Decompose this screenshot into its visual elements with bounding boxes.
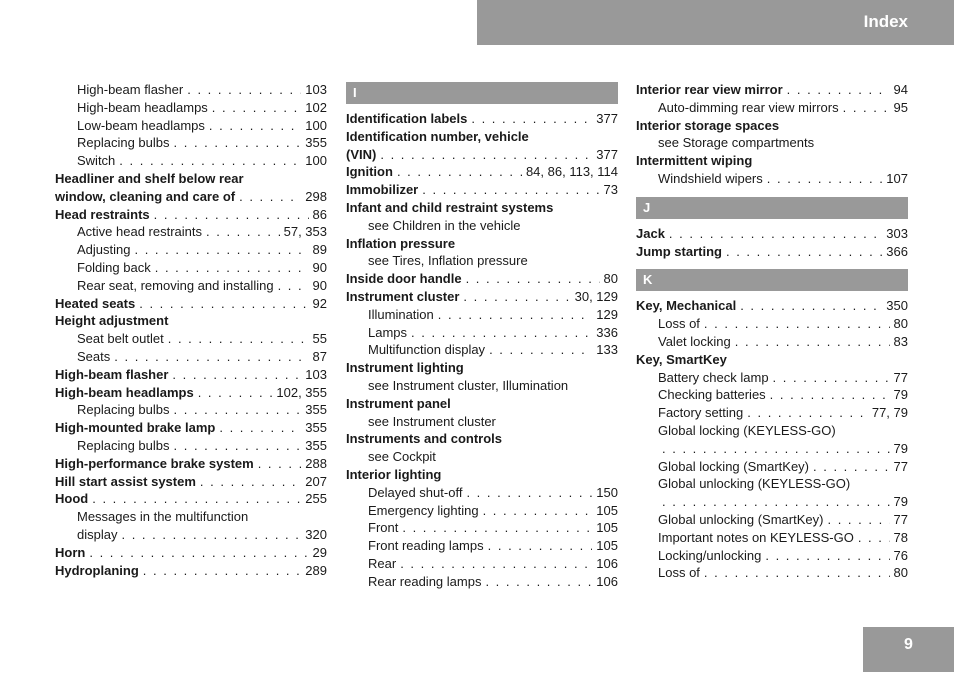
entry-term: Instrument panel <box>346 395 451 411</box>
entry-term: Key, Mechanical <box>636 298 737 314</box>
entry-term: Global locking (KEYLESS-GO) <box>658 422 836 438</box>
section-letter-header: I <box>346 82 618 104</box>
dot-leader <box>827 511 889 529</box>
index-entry <box>636 81 908 99</box>
dot-leader <box>397 163 522 181</box>
entry-term: Instrument cluster <box>346 288 460 304</box>
dot-leader <box>485 573 592 591</box>
page-reference: 76 <box>893 547 908 563</box>
page-reference: 377 <box>596 111 618 126</box>
dot-leader <box>187 81 301 99</box>
page-reference: 77 <box>893 458 908 474</box>
dot-leader <box>843 99 890 117</box>
header-bar <box>477 0 954 45</box>
entry-term: Inflation pressure <box>346 235 456 251</box>
entry-term: Global unlocking (SmartKey) <box>658 511 824 527</box>
entry-term: Ignition <box>346 164 393 180</box>
index-subentry <box>636 529 908 547</box>
index-column-2 <box>346 81 618 591</box>
entry-term: Replacing bulbs <box>77 402 170 418</box>
page-reference: 92 <box>312 295 327 311</box>
dot-leader <box>174 437 302 455</box>
entry-term: Heated seats <box>55 295 136 311</box>
entry-term: see Instrument cluster, Illumination <box>368 377 569 393</box>
entry-term: Seat belt outlet <box>77 331 164 347</box>
index-subentry <box>636 475 908 493</box>
dot-leader <box>121 526 301 544</box>
index-entry <box>346 235 618 253</box>
page-reference: 355 <box>305 135 327 151</box>
index-subentry <box>346 519 618 537</box>
entry-term: Auto-dimming rear view mirrors <box>658 99 839 115</box>
entry-term: High-mounted brake lamp <box>55 420 216 436</box>
dot-leader <box>463 288 570 306</box>
index-entry <box>346 430 618 448</box>
page-title: Index <box>863 12 908 31</box>
index-entry <box>346 466 618 484</box>
dot-leader <box>114 348 308 366</box>
index-entry <box>346 270 618 288</box>
page-reference: 106 <box>596 573 618 589</box>
index-entry <box>346 128 618 146</box>
entry-term: Windshield wipers <box>658 170 763 186</box>
page-reference: 150 <box>596 484 618 500</box>
dot-leader <box>662 440 890 458</box>
entry-term: High-beam flasher <box>77 82 184 97</box>
dot-leader <box>471 110 592 128</box>
entry-term: Seats <box>77 348 111 364</box>
dot-leader <box>174 401 302 419</box>
entry-term: see Instrument cluster <box>368 413 496 429</box>
page-reference: 303 <box>886 225 908 241</box>
entry-term: Important notes on KEYLESS-GO <box>658 529 854 545</box>
index-subentry <box>55 99 327 117</box>
index-entry <box>55 206 327 224</box>
index-entry <box>55 366 327 384</box>
entry-term: High-performance brake system <box>55 455 254 471</box>
index-subentry <box>346 555 618 573</box>
index-subentry <box>346 252 618 270</box>
index-subentry <box>55 508 327 526</box>
dot-leader <box>172 366 301 384</box>
dot-leader <box>168 330 309 348</box>
page-reference: 87 <box>312 348 327 364</box>
entry-term: Front reading lamps <box>368 538 484 554</box>
entry-term: Hood <box>55 491 89 507</box>
index-subentry <box>55 348 327 366</box>
page-reference: 78 <box>893 529 908 545</box>
dot-leader <box>92 490 301 508</box>
dot-leader <box>239 188 301 206</box>
dot-leader <box>206 223 280 241</box>
entry-term: Hill start assist system <box>55 473 196 489</box>
index-subentry <box>346 413 618 431</box>
index-subentry <box>346 484 618 502</box>
entry-term: Low-beam headlamps <box>77 117 205 133</box>
entry-term: Adjusting <box>77 242 131 258</box>
index-entry <box>346 288 618 306</box>
page-reference: 103 <box>305 82 327 97</box>
index-subentry <box>55 330 327 348</box>
dot-leader <box>787 81 890 99</box>
dot-leader <box>770 386 890 404</box>
index-entry <box>55 490 327 508</box>
entry-term: Jack <box>636 225 665 241</box>
page-reference: 377 <box>596 146 618 162</box>
dot-leader <box>198 384 273 402</box>
page-reference: 298 <box>305 188 327 204</box>
index-subentry <box>636 422 908 440</box>
dot-leader <box>209 117 301 135</box>
index-entry <box>346 110 618 128</box>
index-entry <box>346 359 618 377</box>
page-reference: 355 <box>305 437 327 453</box>
entry-term: High-beam flasher <box>55 366 169 382</box>
entry-term: Global unlocking (KEYLESS-GO) <box>658 476 851 492</box>
entry-term: Global locking (SmartKey) <box>658 458 809 474</box>
dot-leader <box>400 555 592 573</box>
dot-leader <box>858 529 890 547</box>
index-subentry <box>636 564 908 582</box>
entry-term: Rear seat, removing and installing <box>77 277 274 293</box>
entry-term: Folding back <box>77 259 151 275</box>
index-subentry <box>346 448 618 466</box>
index-subentry <box>636 386 908 404</box>
index-entry <box>55 562 327 580</box>
entry-term: see Storage compartments <box>658 135 815 151</box>
dot-leader <box>143 562 302 580</box>
page-reference: 80 <box>603 271 618 287</box>
entry-term: Lamps <box>368 324 408 340</box>
index-subentry <box>636 493 908 511</box>
entry-term: Factory setting <box>658 405 744 421</box>
page-reference: 105 <box>596 520 618 536</box>
page-reference: 73 <box>603 182 618 198</box>
page-reference: 90 <box>312 277 327 293</box>
index-subentry <box>346 324 618 342</box>
dot-leader <box>669 225 882 243</box>
entry-term: Messages in the multifunction <box>77 509 249 525</box>
entry-term: Height adjustment <box>55 313 169 329</box>
entry-term: High-beam headlamps <box>55 384 194 400</box>
dot-leader <box>765 547 889 565</box>
page-reference: 77 <box>893 369 908 385</box>
index-subentry <box>55 259 327 277</box>
entry-term: Battery check lamp <box>658 369 769 385</box>
index-entry <box>55 384 327 402</box>
page-reference: 77, 79 <box>871 405 908 421</box>
index-subentry <box>636 440 908 458</box>
page-reference: 100 <box>305 117 327 133</box>
entry-term: see Cockpit <box>368 449 436 465</box>
index-subentry <box>636 333 908 351</box>
entry-term: High-beam headlamps <box>77 99 208 115</box>
entry-term: Front <box>368 520 399 536</box>
entry-term: Head restraints <box>55 206 150 222</box>
index-subentry <box>346 537 618 555</box>
index-subentry <box>55 401 327 419</box>
page-reference: 366 <box>886 243 908 259</box>
index-subentry <box>346 573 618 591</box>
dot-leader <box>380 146 592 164</box>
entry-term: Rear reading lamps <box>368 573 482 589</box>
dot-leader <box>154 206 309 224</box>
dot-leader <box>411 324 592 342</box>
section-letter-header: K <box>636 269 908 291</box>
index-subentry <box>55 152 327 170</box>
index-entry <box>346 163 618 181</box>
index-subentry <box>636 547 908 565</box>
index-entry <box>346 199 618 217</box>
page-reference: 79 <box>893 440 908 456</box>
entry-term: see Children in the vehicle <box>368 217 521 233</box>
index-subentry <box>346 341 618 359</box>
index-subentry <box>55 526 327 544</box>
index-entry <box>346 146 618 164</box>
page-reference: 255 <box>305 491 327 507</box>
index-subentry <box>55 117 327 135</box>
entry-term: Rear <box>368 555 397 571</box>
index-subentry <box>636 99 908 117</box>
page-reference: 288 <box>305 455 327 471</box>
index-entry <box>636 243 908 261</box>
entry-term: Instrument lighting <box>346 360 464 376</box>
entry-term: Hydroplaning <box>55 562 139 578</box>
dot-leader <box>747 404 868 422</box>
dot-leader <box>726 243 882 261</box>
page-reference: 320 <box>305 526 327 542</box>
entry-term: Loss of <box>658 565 700 581</box>
index-entry <box>346 181 618 199</box>
entry-term: Checking batteries <box>658 387 766 403</box>
index-subentry <box>636 170 908 188</box>
index-column-1 <box>55 81 327 579</box>
entry-term: window, cleaning and care of <box>55 188 236 204</box>
index-entry <box>55 312 327 330</box>
page-reference: 83 <box>893 333 908 349</box>
dot-leader <box>139 295 308 313</box>
dot-leader <box>200 473 301 491</box>
dot-leader <box>704 564 890 582</box>
index-entry <box>346 395 618 413</box>
index-subentry <box>636 134 908 152</box>
entry-term: Interior rear view mirror <box>636 82 783 97</box>
entry-term: Infant and child restraint systems <box>346 199 554 215</box>
page-reference: 129 <box>596 306 618 322</box>
index-subentry <box>636 369 908 387</box>
page-reference: 350 <box>886 298 908 314</box>
page-reference: 84, 86, 113, 114 <box>525 164 618 180</box>
dot-leader <box>489 341 592 359</box>
dot-leader <box>740 297 882 315</box>
page-reference: 89 <box>312 242 327 258</box>
page-reference: 133 <box>596 342 618 358</box>
page-reference: 100 <box>305 153 327 169</box>
page-reference: 79 <box>893 387 908 403</box>
index-subentry <box>636 511 908 529</box>
entry-term: Horn <box>55 544 86 560</box>
page-reference: 105 <box>596 502 618 518</box>
entry-term: Intermittent wiping <box>636 153 753 169</box>
entry-term: Replacing bulbs <box>77 135 170 151</box>
page-reference: 80 <box>893 316 908 332</box>
page-number: 9 <box>904 636 913 653</box>
index-subentry <box>55 437 327 455</box>
dot-leader <box>219 419 301 437</box>
index-entry <box>55 473 327 491</box>
entry-term: Immobilizer <box>346 182 419 198</box>
dot-leader <box>174 134 302 152</box>
index-entry <box>55 170 327 188</box>
page-reference: 289 <box>305 562 327 578</box>
index-subentry <box>55 277 327 295</box>
page-reference: 102, 355 <box>276 384 327 400</box>
index-subentry <box>55 134 327 152</box>
dot-leader <box>422 181 599 199</box>
dot-leader <box>212 99 302 117</box>
index-entry <box>636 225 908 243</box>
index-subentry <box>346 217 618 235</box>
entry-term: Delayed shut-off <box>368 484 463 500</box>
page-reference: 105 <box>596 538 618 554</box>
index-column-3 <box>636 81 908 582</box>
dot-leader <box>488 537 593 555</box>
entry-term: display <box>77 526 118 542</box>
entry-term: Replacing bulbs <box>77 437 170 453</box>
entry-term: Inside door handle <box>346 271 462 287</box>
entry-term: Interior lighting <box>346 466 442 482</box>
page-reference: 355 <box>305 402 327 418</box>
page-number-box <box>863 627 954 672</box>
index-subentry <box>346 502 618 520</box>
index-entry <box>55 455 327 473</box>
dot-leader <box>89 544 308 562</box>
index-subentry <box>55 81 327 99</box>
index-subentry <box>636 404 908 422</box>
dot-leader <box>278 277 309 295</box>
index-entry <box>636 297 908 315</box>
dot-leader <box>258 455 302 473</box>
page-reference: 95 <box>893 99 908 115</box>
index-subentry <box>55 223 327 241</box>
index-subentry <box>636 458 908 476</box>
page-reference: 107 <box>886 170 908 186</box>
page-reference: 94 <box>893 82 908 97</box>
dot-leader <box>813 458 890 476</box>
entry-term: Interior storage spaces <box>636 117 780 133</box>
entry-term: Locking/unlocking <box>658 547 762 563</box>
index-subentry <box>636 315 908 333</box>
entry-term: Jump starting <box>636 243 722 259</box>
dot-leader <box>466 270 600 288</box>
page-reference: 355 <box>305 420 327 436</box>
index-subentry <box>346 377 618 395</box>
entry-term: Instruments and controls <box>346 431 503 447</box>
section-letter-header: J <box>636 197 908 219</box>
page-reference: 86 <box>312 206 327 222</box>
page-reference: 29 <box>312 544 327 560</box>
page-reference: 57, 353 <box>283 224 327 240</box>
index-entry <box>636 117 908 135</box>
page-reference: 207 <box>305 473 327 489</box>
page-reference: 336 <box>596 324 618 340</box>
index-entry <box>636 152 908 170</box>
index-entry <box>55 419 327 437</box>
entry-term: Illumination <box>368 306 434 322</box>
index-entry <box>55 295 327 313</box>
entry-term: Active head restraints <box>77 224 203 240</box>
page-reference: 90 <box>312 259 327 275</box>
page-reference: 103 <box>305 366 327 382</box>
entry-term: Key, SmartKey <box>636 351 727 367</box>
index-entry <box>55 188 327 206</box>
entry-term: Valet locking <box>658 333 731 349</box>
page-reference: 102 <box>305 99 327 115</box>
dot-leader <box>155 259 309 277</box>
dot-leader <box>466 484 592 502</box>
page-reference: 106 <box>596 555 618 571</box>
dot-leader <box>134 241 308 259</box>
dot-leader <box>767 170 883 188</box>
index-subentry <box>55 241 327 259</box>
page-reference: 55 <box>312 331 327 347</box>
page-reference: 77 <box>893 511 908 527</box>
entry-term: (VIN) <box>346 146 377 162</box>
index-entry <box>55 544 327 562</box>
page-reference: 30, 129 <box>574 288 618 304</box>
dot-leader <box>704 315 890 333</box>
index-entry <box>636 351 908 369</box>
entry-term: Identification number, vehicle <box>346 128 529 144</box>
entry-term: Headliner and shelf below rear <box>55 170 244 186</box>
page-reference: 79 <box>893 494 908 510</box>
entry-term: Multifunction display <box>368 342 486 358</box>
dot-leader <box>735 333 890 351</box>
entry-term: Switch <box>77 153 116 169</box>
entry-term: see Tires, Inflation pressure <box>368 253 528 269</box>
entry-term: Identification labels <box>346 111 468 126</box>
dot-leader <box>773 369 890 387</box>
entry-term: Loss of <box>658 316 700 332</box>
dot-leader <box>119 152 301 170</box>
dot-leader <box>438 306 593 324</box>
dot-leader <box>402 519 592 537</box>
page-reference: 80 <box>893 565 908 581</box>
dot-leader <box>483 502 593 520</box>
index-subentry <box>346 306 618 324</box>
dot-leader <box>662 493 890 511</box>
entry-term: Emergency lighting <box>368 502 479 518</box>
